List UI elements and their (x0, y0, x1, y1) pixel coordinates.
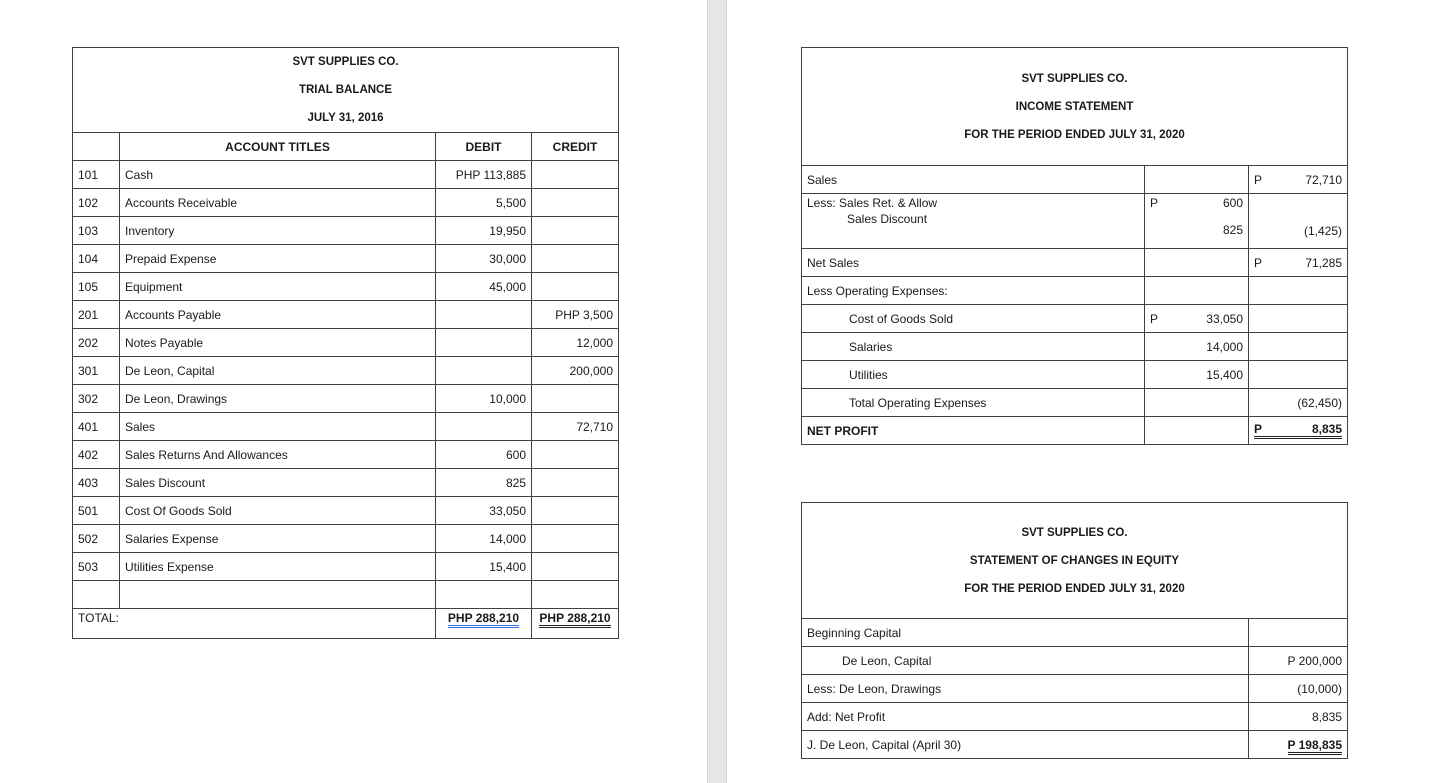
tb-debit-amount: 33,050 (436, 497, 532, 525)
is-sales-amount: 72,710 (1305, 172, 1343, 187)
tb-account-code: 401 (73, 413, 120, 441)
tb-title: TRIAL BALANCE (298, 84, 393, 96)
tb-account-title (120, 581, 436, 609)
tb-account-title: Notes Payable (120, 329, 436, 357)
is-total-opex-amount: (62,450) (1249, 389, 1348, 417)
es-ending-cell (1249, 731, 1348, 759)
tb-row (73, 301, 619, 329)
is-cogs-cell (1145, 305, 1249, 333)
tb-row (73, 497, 619, 525)
is-cogs-peso: P (1150, 311, 1159, 326)
tb-debit-amount (436, 301, 532, 329)
es-drawings-label: Less: De Leon, Drawings (802, 675, 1249, 703)
tb-account-code: 103 (73, 217, 120, 245)
trial-balance-table (72, 47, 619, 639)
tb-account-code: 104 (73, 245, 120, 273)
tb-row (73, 441, 619, 469)
tb-total-debit: PHP 288,210 (448, 611, 519, 628)
is-net-sales-label: Net Sales (802, 249, 1145, 277)
is-net-profit-cell (1249, 417, 1348, 445)
is-cogs-amount: 33,050 (1206, 311, 1243, 326)
tb-account-code: 501 (73, 497, 120, 525)
tb-row (73, 161, 619, 189)
is-net-profit-peso: P (1254, 422, 1263, 436)
es-capital-label: De Leon, Capital (802, 647, 1249, 675)
tb-credit-amount (532, 217, 619, 245)
tb-credit-amount: 72,710 (532, 413, 619, 441)
tb-row (73, 189, 619, 217)
tb-credit-amount (532, 441, 619, 469)
tb-account-code: 502 (73, 525, 120, 553)
tb-account-title: Salaries Expense (120, 525, 436, 553)
tb-account-titles-header: ACCOUNT TITLES (120, 133, 436, 161)
es-title: STATEMENT OF CHANGES IN EQUITY (969, 554, 1180, 567)
tb-total-credit: PHP 288,210 (539, 611, 610, 628)
tb-account-title: Prepaid Expense (120, 245, 436, 273)
tb-date: JULY 31, 2016 (307, 112, 384, 124)
is-utilities-label: Utilities (802, 361, 1145, 389)
tb-account-title: De Leon, Drawings (120, 385, 436, 413)
tb-account-code: 105 (73, 273, 120, 301)
tb-credit-amount (532, 189, 619, 217)
tb-account-code: 101 (73, 161, 120, 189)
is-sales-peso: P (1254, 172, 1263, 187)
tb-account-code: 102 (73, 189, 120, 217)
trial-balance-header (73, 48, 619, 133)
es-ending-amount: P 198,835 (1288, 738, 1343, 755)
tb-debit-amount (436, 581, 532, 609)
tb-account-code: 302 (73, 385, 120, 413)
tb-account-title: Utilities Expense (120, 553, 436, 581)
es-beginning-label: Beginning Capital (802, 619, 1249, 647)
tb-credit-header: CREDIT (532, 133, 619, 161)
tb-debit-header: DEBIT (436, 133, 532, 161)
tb-company: SVT SUPPLIES CO. (292, 56, 399, 68)
tb-debit-amount: 5,500 (436, 189, 532, 217)
tb-credit-amount (532, 273, 619, 301)
es-company: SVT SUPPLIES CO. (1021, 526, 1128, 539)
tb-account-title: Accounts Receivable (120, 189, 436, 217)
tb-credit-amount: 12,000 (532, 329, 619, 357)
tb-credit-amount (532, 525, 619, 553)
tb-credit-amount (532, 245, 619, 273)
tb-row (73, 469, 619, 497)
income-statement-table (801, 47, 1348, 445)
tb-account-code: 503 (73, 553, 120, 581)
es-drawings-amount: (10,000) (1249, 675, 1348, 703)
equity-statement-table (801, 502, 1348, 759)
tb-debit-amount: 30,000 (436, 245, 532, 273)
is-net-profit-label: NET PROFIT (802, 417, 1145, 445)
is-returns-peso: P (1150, 196, 1159, 210)
is-utilities-amount: 15,400 (1145, 361, 1249, 389)
es-net-profit-label: Add: Net Profit (802, 703, 1249, 731)
tb-account-code: 403 (73, 469, 120, 497)
tb-total-credit-cell (532, 609, 619, 639)
tb-debit-amount (436, 413, 532, 441)
tb-debit-amount: 825 (436, 469, 532, 497)
es-period: FOR THE PERIOD ENDED JULY 31, 2020 (964, 582, 1185, 595)
tb-account-title: De Leon, Capital (120, 357, 436, 385)
is-title: INCOME STATEMENT (1015, 100, 1134, 113)
tb-debit-amount: 14,000 (436, 525, 532, 553)
tb-account-title: Accounts Payable (120, 301, 436, 329)
is-sales-discount-label: Sales Discount (847, 212, 928, 226)
is-salaries-amount: 14,000 (1145, 333, 1249, 361)
tb-credit-amount (532, 581, 619, 609)
tb-account-code: 202 (73, 329, 120, 357)
page-gutter (707, 0, 727, 783)
is-opex-label: Less Operating Expenses: (802, 277, 1145, 305)
is-net-profit-amount: 8,835 (1312, 422, 1343, 436)
tb-account-title: Sales (120, 413, 436, 441)
is-net-sales-peso: P (1254, 255, 1263, 270)
is-sales-label: Sales (802, 166, 1145, 194)
tb-row (73, 581, 619, 609)
tb-debit-amount: 600 (436, 441, 532, 469)
is-total-opex-label: Total Operating Expenses (802, 389, 1145, 417)
tb-row (73, 525, 619, 553)
tb-row (73, 273, 619, 301)
tb-credit-amount (532, 553, 619, 581)
is-salaries-label: Salaries (802, 333, 1145, 361)
tb-account-code: 201 (73, 301, 120, 329)
tb-account-code: 301 (73, 357, 120, 385)
tb-account-title: Cash (120, 161, 436, 189)
tb-debit-amount: 15,400 (436, 553, 532, 581)
tb-row (73, 245, 619, 273)
es-net-profit-amount: 8,835 (1249, 703, 1348, 731)
is-discount-amount: 825 (1222, 223, 1243, 237)
tb-code-header (73, 133, 120, 161)
tb-account-title: Equipment (120, 273, 436, 301)
tb-account-title: Inventory (120, 217, 436, 245)
tb-debit-amount: 19,950 (436, 217, 532, 245)
tb-row (73, 217, 619, 245)
tb-row (73, 357, 619, 385)
tb-credit-amount (532, 497, 619, 525)
is-sales-amount-cell (1249, 166, 1348, 194)
is-cogs-label: Cost of Goods Sold (802, 305, 1145, 333)
es-capital-amount: P 200,000 (1249, 647, 1348, 675)
tb-credit-amount (532, 469, 619, 497)
is-net-sales-cell (1249, 249, 1348, 277)
tb-account-code: 402 (73, 441, 120, 469)
tb-debit-amount: 45,000 (436, 273, 532, 301)
tb-debit-amount: 10,000 (436, 385, 532, 413)
es-ending-label: J. De Leon, Capital (April 30) (802, 731, 1249, 759)
tb-account-code (73, 581, 120, 609)
tb-account-title: Sales Returns And Allowances (120, 441, 436, 469)
is-period: FOR THE PERIOD ENDED JULY 31, 2020 (964, 128, 1185, 141)
tb-debit-amount: PHP 113,885 (436, 161, 532, 189)
is-deductions-total: (1,425) (1249, 194, 1348, 249)
tb-credit-amount: PHP 3,500 (532, 301, 619, 329)
tb-account-title: Cost Of Goods Sold (120, 497, 436, 525)
tb-row (73, 413, 619, 441)
tb-total-label: TOTAL: (73, 609, 436, 639)
income-statement-header (802, 48, 1348, 166)
tb-row (73, 385, 619, 413)
tb-credit-amount (532, 161, 619, 189)
is-deductions-label-cell (802, 194, 1145, 249)
tb-total-debit-cell (436, 609, 532, 639)
is-company: SVT SUPPLIES CO. (1021, 72, 1128, 85)
is-net-sales-amount: 71,285 (1305, 255, 1343, 270)
is-less-returns-label: Less: Sales Ret. & Allow (807, 196, 938, 210)
tb-row (73, 329, 619, 357)
tb-debit-amount (436, 357, 532, 385)
is-returns-amount: 600 (1222, 196, 1243, 210)
tb-credit-amount (532, 385, 619, 413)
is-deductions-amount-cell (1145, 194, 1249, 249)
equity-statement-header (802, 503, 1348, 619)
tb-account-title: Sales Discount (120, 469, 436, 497)
tb-row (73, 553, 619, 581)
tb-debit-amount (436, 329, 532, 357)
tb-credit-amount: 200,000 (532, 357, 619, 385)
